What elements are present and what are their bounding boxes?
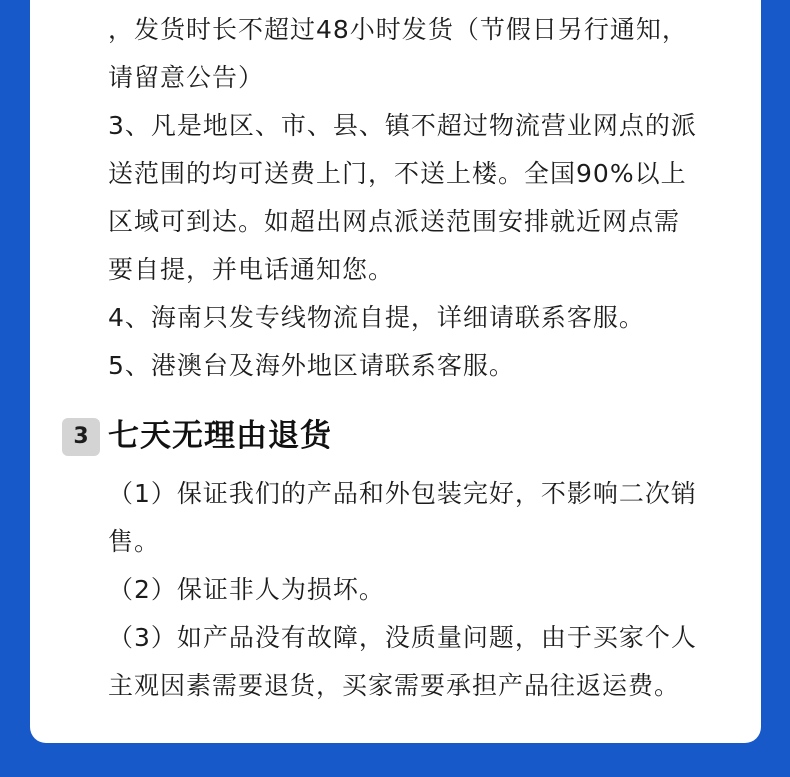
- shipping-line: 4、海南只发专线物流自提，详细请联系客服。: [108, 303, 645, 332]
- returns-policy-text: [108, 470, 738, 710]
- shipping-line: 要自提，并电话通知您。: [108, 255, 395, 284]
- shipping-policy-text: [108, 6, 738, 390]
- shipping-line: ，发货时长不超过48小时发货（节假日另行通知，: [108, 15, 688, 44]
- returns-line: （2）保证非人为损坏。: [108, 575, 385, 604]
- returns-line: 主观因素需要退货，买家需要承担产品往返运费。: [108, 671, 681, 700]
- shipping-line: 5、港澳台及海外地区请联系客服。: [108, 351, 515, 380]
- section-number-badge: 3: [62, 418, 100, 456]
- shipping-line: 3、凡是地区、市、县、镇不超过物流营业网点的派: [108, 111, 697, 140]
- shipping-line: 区域可到达。如超出网点派送范围安排就近网点需: [108, 207, 681, 236]
- returns-line: 售。: [108, 527, 161, 556]
- shipping-line: 送范围的均可送费上门，不送上楼。全国90%以上: [108, 159, 687, 188]
- policy-card: [30, 0, 761, 743]
- returns-line: （3）如产品没有故障，没质量问题，由于买家个人: [108, 623, 697, 652]
- shipping-line: 请留意公告）: [108, 63, 265, 92]
- section-title: 七天无理由退货: [108, 418, 332, 454]
- returns-line: （1）保证我们的产品和外包装完好，不影响二次销: [108, 479, 697, 508]
